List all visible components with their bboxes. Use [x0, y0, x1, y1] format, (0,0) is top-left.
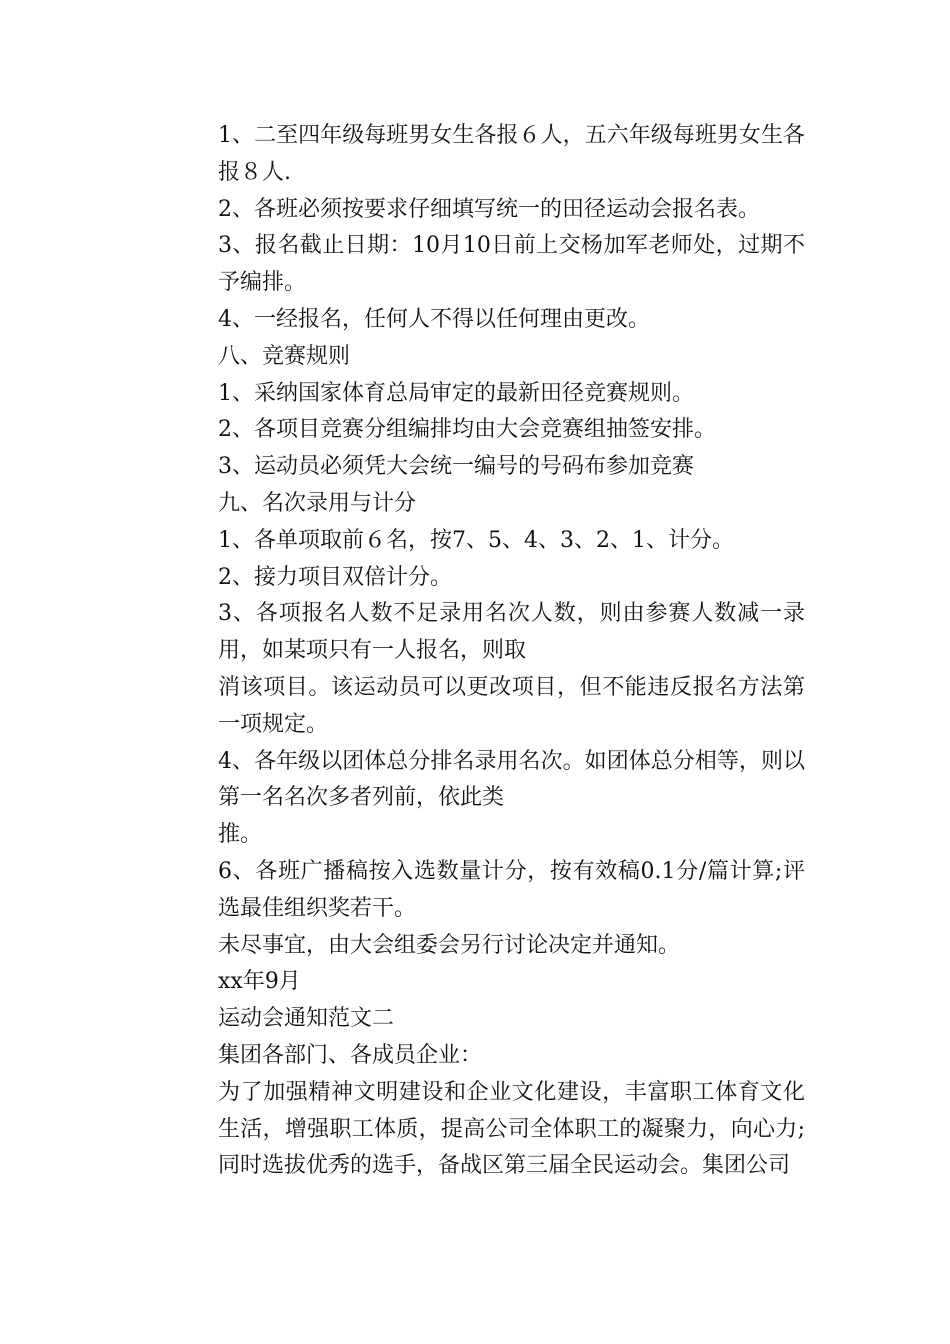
paragraph-rules-2: 2、各项目竞赛分组编排均由大会竞赛组抽签安排。 [218, 417, 716, 443]
paragraph-signup-deadline: 3、报名截止日期：10月10日前上交杨加军老师处，过期不予编排。 [218, 233, 805, 296]
paragraph-scoring-3-cont: 消该项目。该运动员可以更改项目，但不能违反报名方法第一项规定。 [218, 674, 805, 737]
paragraph-rules-3: 3、运动员必须凭大会统一编号的号码布参加竞赛 [218, 454, 694, 480]
paragraph-scoring-3: 3、各项报名人数不足录用名次人数，则由参赛人数减一录用，如某项只有一人报名，则取 [218, 601, 805, 664]
paragraph-signup-quota: 1、二至四年级每班男女生各报６人，五六年级每班男女生各报８人. [218, 123, 805, 185]
paragraph-date: xx年9月 [218, 969, 301, 995]
paragraph-intro: 为了加强精神文明建设和企业文化建设，丰富职工体育文化生活，增强职工体质，提高公司全体职工的凝聚力，向心力;同时选拔优秀的选手，备战区第三届全民运动会。集团公司 [218, 1079, 805, 1179]
document-body [145, 118, 805, 1185]
paragraph-scoring-2: 2、接力项目双倍计分。 [218, 564, 452, 590]
paragraph-salutation: 集团各部门、各成员企业： [218, 1042, 483, 1068]
paragraph-rules-1: 1、采纳国家体育总局审定的最新田径竞赛规则。 [218, 380, 694, 406]
section-heading-rules: 八、竞赛规则 [218, 343, 351, 369]
paragraph-scoring-4-cont: 推。 [218, 822, 263, 848]
paragraph-misc: 未尽事宜，由大会组委会另行讨论决定并通知。 [218, 932, 681, 958]
subtitle-sample-two: 运动会通知范文二 [218, 1006, 395, 1032]
paragraph-signup-form: 2、各班必须按要求仔细填写统一的田径运动会报名表。 [218, 196, 760, 222]
paragraph-scoring-1: 1、各单项取前６名，按7、5、4、3、2、1、计分。 [218, 527, 734, 553]
paragraph-scoring-6: 6、各班广播稿按入选数量计分，按有效稿0.1分/篇计算;评选最佳组织奖若干。 [218, 858, 805, 921]
section-heading-scoring: 九、名次录用与计分 [218, 490, 417, 516]
paragraph-scoring-4: 4、各年级以团体总分排名录用名次。如团体总分相等，则以第一名名次多者列前，依此类 [218, 748, 805, 811]
paragraph-no-changes: 4、一经报名，任何人不得以任何理由更改。 [218, 306, 650, 332]
